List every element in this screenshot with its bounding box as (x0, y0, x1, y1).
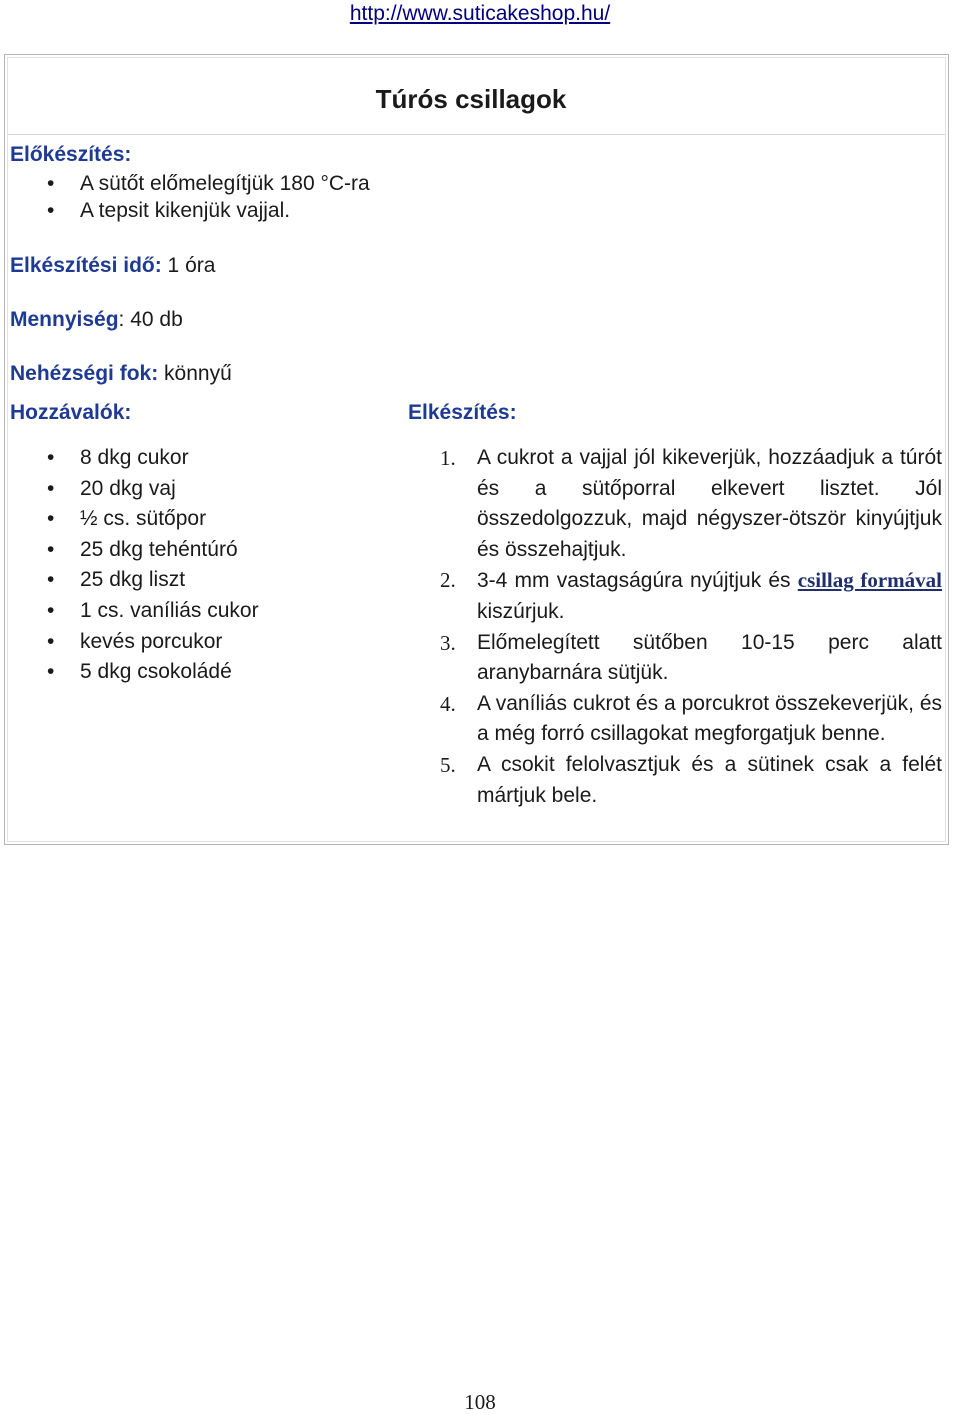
step-text: Előmelegített sütőben 10-15 perc alatt aranybarnára sütjük. (477, 630, 942, 685)
step-text-after: kiszúrjuk. (477, 599, 565, 623)
preparation-item (10, 170, 400, 197)
preparation-item-text: A tepsit kikenjük vajjal. (80, 199, 291, 222)
ingredients-list (10, 443, 400, 688)
ingredient-text: 1 cs. vaníliás cukor (80, 598, 259, 622)
step-text: A cukrot a vajjal jól kikeverjük, hozzáadjuk a túrót és a sütőporral elkevert lisztet. Jól összedolgozzuk, majd négyszer-ötször kinyújtjuk és összehajtjuk. (477, 446, 942, 561)
ingredient-text: 8 dkg cukor (80, 446, 189, 469)
ingredient-item (10, 474, 400, 505)
ingredient-text: ½ cs. sütőpor (80, 507, 207, 531)
ingredient-item (10, 443, 400, 474)
step-text: A csokit felolvasztjuk és a sütinek csak a felét mártjuk bele. (477, 752, 942, 807)
ingredient-text: 5 dkg csokoládé (80, 660, 232, 684)
ingredient-item (10, 657, 400, 688)
ingredient-item (10, 565, 400, 596)
preparation-item-text: A sütőt előmelegítjük 180 °C-ra (80, 172, 370, 195)
time-label: Elkészítési idő: (10, 254, 162, 277)
preparation-list (10, 170, 400, 224)
difficulty-label: Nehézségi fok: (10, 362, 159, 385)
ingredients-heading: Hozzávalók: (10, 401, 132, 424)
method-heading: Elkészítés: (408, 401, 517, 424)
step-number: 4. (440, 691, 456, 716)
step-number: 2. (440, 568, 456, 593)
method-step (440, 443, 942, 565)
preparation-item (10, 197, 400, 224)
site-url-link[interactable]: http://www.suticakeshop.hu/ (349, 2, 611, 25)
step-text-before: 3-4 mm vastagságúra nyújtjuk és (477, 569, 798, 593)
method-steps (440, 443, 942, 811)
ingredient-text: 25 dkg liszt (80, 568, 186, 592)
page-number: 108 (464, 1390, 496, 1414)
recipe-title: Túrós csillagok (375, 84, 567, 114)
time-row (10, 254, 215, 278)
step-number: 3. (440, 630, 456, 655)
step-number: 5. (440, 752, 456, 777)
ingredient-item (10, 535, 400, 566)
ingredient-item (10, 627, 400, 658)
step-number: 1. (440, 446, 456, 470)
method-step (440, 628, 942, 689)
difficulty-row (10, 362, 232, 386)
method-step (440, 689, 942, 750)
preparation-heading: Előkészítés: (10, 143, 132, 166)
quantity-label: Mennyiség (10, 308, 119, 331)
step-text: A vaníliás cukrot és a porcukrot összekeverjük, és a még forró csillagokat megforgatjuk benne. (477, 691, 942, 746)
method-step (440, 750, 942, 811)
ingredient-text: kevés porcukor (80, 629, 223, 653)
method-step (440, 565, 942, 627)
ingredient-item (10, 504, 400, 535)
quantity-value: : 40 db (118, 308, 183, 331)
ingredient-item (10, 596, 400, 627)
difficulty-value: könnyű (158, 362, 232, 385)
ingredient-text: 20 dkg vaj (80, 476, 176, 500)
ingredient-text: 25 dkg tehéntúró (80, 537, 238, 561)
time-value: 1 óra (161, 254, 216, 277)
star-cutter-link[interactable]: csillag formával (797, 568, 942, 593)
quantity-row (10, 308, 183, 332)
